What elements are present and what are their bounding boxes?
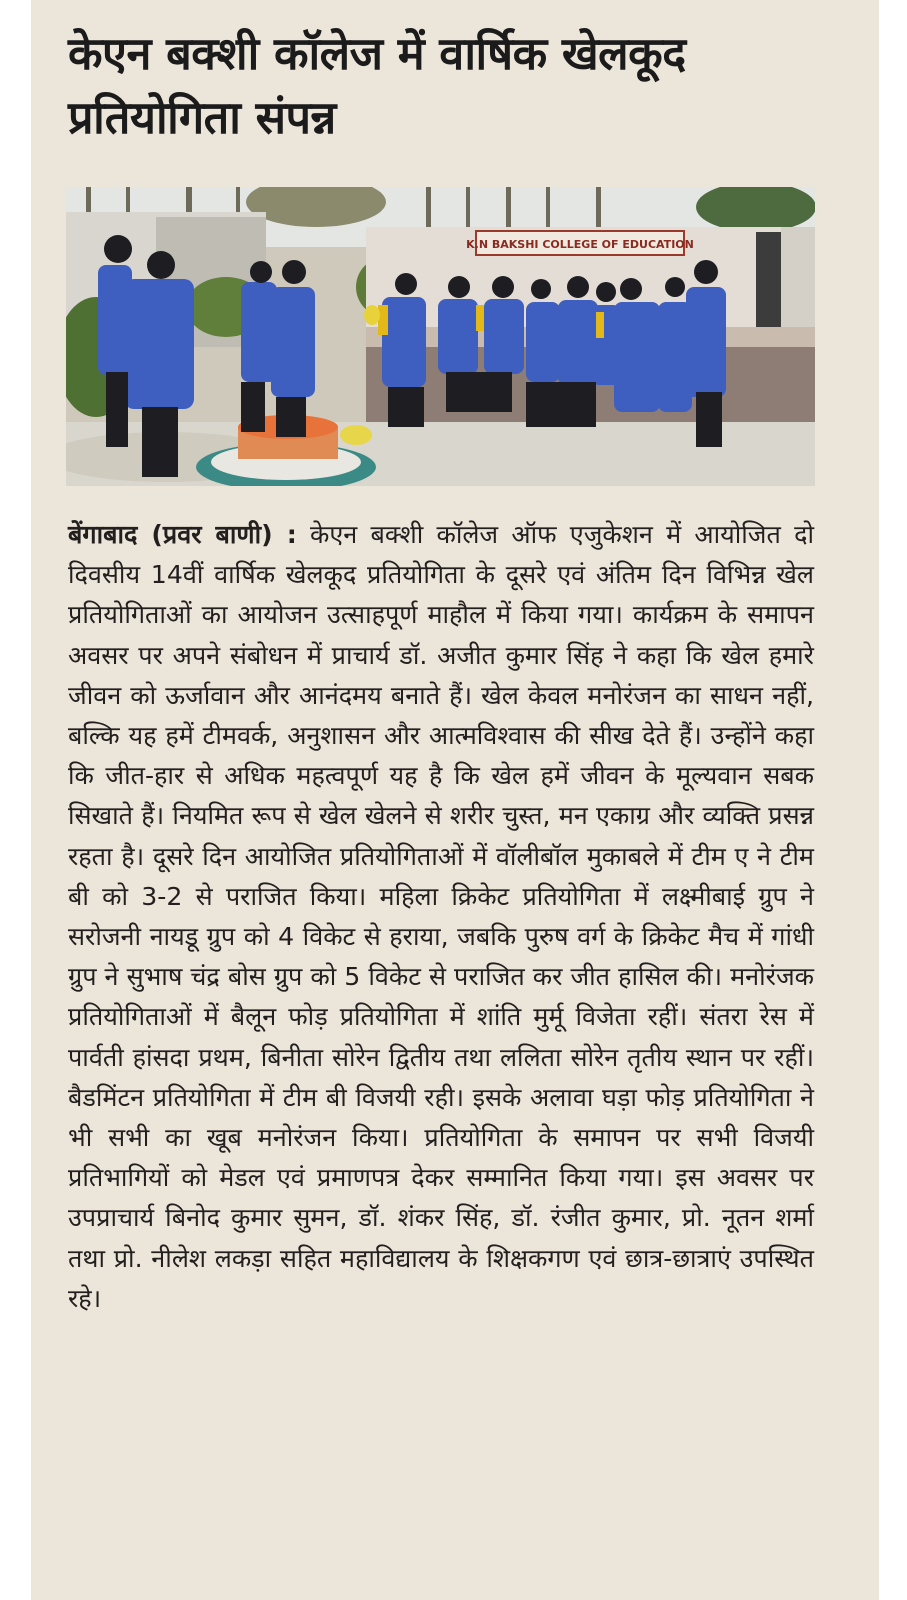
article-body [68,515,814,1319]
article-photo [66,187,815,486]
college-sign-text: K.N BAKSHI COLLEGE OF EDUCATION [466,238,694,251]
article-body-text: केएन बक्शी कॉलेज ऑफ एजुकेशन में आयोजित दो दिवसीय 14वीं वार्षिक खेलकूद प्रतियोगिता के दूसरे एवं अंतिम दिन विभिन्न खेल प्रतियोगिताओं का आयोजन उत्साहपूर्ण माहौल में किया गया। कार्यक्रम के समापन अवसर पर अपने संबोधन में प्राचार्य डॉ. अजीत कुमार सिंह ने कहा कि खेल हमारे जीवन को ऊर्जावान और आनंदमय बनाते हैं। खेल केवल मनोरंजन का साधन नहीं, बल्कि यह हमें टीमवर्क, अनुशासन और आत्मविश्वास की सीख देते हैं। उन्होंने कहा कि जीत-हार से अधिक महत्वपूर्ण यह है कि खेल हमें जीवन के मूल्यवान सबक सिखाते हैं। नियमित रूप से खेल खेलने से शरीर चुस्त, मन एकाग्र और व्यक्ति प्रसन्न रहता है। दूसरे दिन आयोजित प्रतियोगिताओं में वॉलीबॉल मुकाबले में टीम ए ने टीम बी को 3-2 से पराजित किया। महिला क्रिकेट प्रतियोगिता में लक्ष्मीबाई ग्रुप ने सरोजनी नायडू ग्रुप को 4 विकेट से हराया, जबकि पुरुष वर्ग के क्रिकेट मैच में गांधी ग्रुप ने सुभाष चंद्र बोस ग्रुप को 5 विकेट से पराजित कर जीत हासिल की। मनोरंजक प्रतियोगिताओं में बैलून फोड़ प्रतियोगिता में शांति मुर्मू विजेता रहीं। संतरा रेस में पार्वती हांसदा प्रथम, बिनीता सोरेन द्वितीय तथा ललिता सोरेन तृतीय स्थान पर रहीं। बैडमिंटन प्रतियोगिता में टीम बी विजयी रही। इसके अलावा घड़ा फोड़ प्रतियोगिता ने भी सभी का खूब मनोरंजन किया। प्रतियोगिता के समापन पर सभी विजयी प्रतिभागियों को मेडल एवं प्रमाणपत्र देकर सम्मानित किया गया। इस अवसर पर उपप्राचार्य बिनोद कुमार सुमन, डॉ. शंकर सिंह, डॉ. रंजीत कुमार, प्रो. नूतन शर्मा तथा प्रो. नीलेश लकड़ा सहित महाविद्यालय के शिक्षकगण एवं छात्र-छात्राएं उपस्थित रहे। [68,520,814,1313]
article-dateline: बेंगाबाद (प्रवर बाणी) : [68,520,297,549]
clipped-previous-line [70,0,450,5]
article-headline: केएन बक्शी कॉलेज में वार्षिक खेलकूद प्रतियोगिता संपन्न [68,27,686,144]
